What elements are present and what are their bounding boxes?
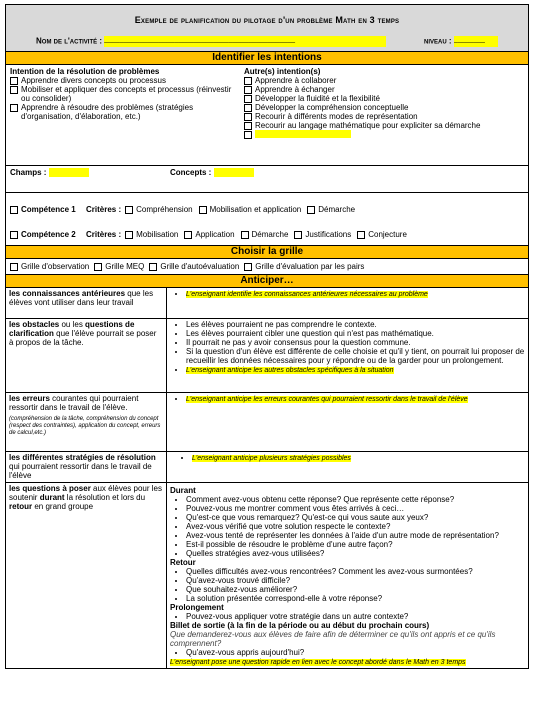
- checkbox-icon[interactable]: [244, 86, 252, 94]
- champs-field[interactable]: [49, 168, 89, 177]
- grille-options: [6, 259, 528, 275]
- criterion-label: Démarche: [318, 205, 356, 214]
- criterion-label: Mobilisation et application: [209, 205, 302, 214]
- option-label: Apprendre à résoudre des problèmes (stratégies d'organisation, d'élaboration, etc.): [21, 103, 194, 121]
- grille-option[interactable]: [244, 262, 364, 271]
- option-label: Développer la fluidité et la flexibilité: [255, 94, 380, 103]
- row-label: les erreurs courantes qui pourraient ressortir dans le travail de l'élève. (compréhension de la tâche, compréhension du concept (respect des contraintes), application du concept, erreurs de calcul,etc.): [6, 393, 167, 452]
- errors-note: (compréhension de la tâche, compréhension du concept (respect des contraintes), application du concept, erreurs de calcul,etc.): [9, 416, 161, 436]
- grille-label: Grille d'observation: [21, 262, 90, 271]
- level-field[interactable]: ________: [454, 36, 498, 47]
- list-item: • Pouvez-vous me montrer comment vous êtes arrivés à ceci…: [186, 504, 525, 513]
- champs-label: Champs :: [10, 168, 47, 177]
- competence-row: [10, 230, 413, 239]
- concepts-label: Concepts :: [170, 168, 212, 177]
- row-content: [167, 483, 529, 669]
- other-intention-option[interactable]: [244, 85, 524, 94]
- table-row: [6, 319, 528, 393]
- criterion[interactable]: [241, 230, 289, 239]
- prolongement-title: Prolongement: [170, 603, 224, 612]
- criterion[interactable]: [184, 230, 234, 239]
- option-label: Apprendre à collaborer: [255, 76, 337, 85]
- criterion[interactable]: [307, 205, 355, 214]
- checkbox-icon[interactable]: [10, 263, 18, 271]
- other-intention-option[interactable]: [244, 94, 524, 103]
- grille-label: Grille d'autoévaluation: [160, 262, 240, 271]
- concepts-field-group: [170, 168, 254, 177]
- criterion[interactable]: [357, 230, 407, 239]
- criterion[interactable]: [125, 230, 178, 239]
- criterion-label: Conjecture: [368, 230, 407, 239]
- level-row: [424, 36, 498, 47]
- criteria-label: Critères :: [86, 205, 122, 214]
- checkbox-icon[interactable]: [307, 206, 315, 214]
- checkbox-icon[interactable]: [244, 104, 252, 112]
- option-label: Recourir à différents modes de représentation: [255, 112, 418, 121]
- planning-sheet: [5, 4, 529, 669]
- list-item: • Quelles difficultés avez-vous rencontrées? Comment les avez-vous surmontées?: [186, 567, 525, 576]
- option-label: Mobiliser et appliquer des concepts et processus (réinvestir ou consolider): [21, 85, 232, 103]
- criterion[interactable]: [125, 205, 192, 214]
- level-label: niveau :: [424, 36, 452, 46]
- checkbox-icon[interactable]: [125, 231, 133, 239]
- checkbox-icon[interactable]: [241, 231, 249, 239]
- list-item: • Les élèves pourraient cibler une question qui n'est pas mathématique.: [186, 329, 525, 338]
- competence-name[interactable]: [10, 230, 86, 239]
- section-grille: Choisir la grille: [6, 246, 528, 259]
- table-row: [6, 288, 528, 319]
- competence-label: Compétence 1: [21, 205, 76, 214]
- intention-option[interactable]: [10, 85, 236, 103]
- row-label: les questions à poser aux élèves pour les soutenir durant la résolution et lors du retour en grand groupe: [6, 483, 167, 669]
- checkbox-icon[interactable]: [244, 131, 252, 139]
- other-intention-custom[interactable]: [244, 130, 524, 139]
- checkbox-icon[interactable]: [294, 231, 302, 239]
- section-anticiper: Anticiper…: [6, 275, 528, 287]
- page-title: Exemple de planification du pilotage d'un problème Math en 3 temps: [134, 15, 400, 25]
- checkbox-icon[interactable]: [10, 206, 18, 214]
- checkbox-icon[interactable]: [184, 231, 192, 239]
- criterion[interactable]: [294, 230, 351, 239]
- highlight-note: L'enseignant anticipe plusieurs stratégies possibles: [192, 455, 351, 462]
- intention-option[interactable]: [10, 76, 236, 85]
- list-item: [186, 365, 525, 375]
- checkbox-icon[interactable]: [10, 86, 18, 94]
- criterion-label: Compréhension: [136, 205, 193, 214]
- champs-field-group: [10, 168, 89, 177]
- list-item: • Qu'avez-vous appris aujourd'hui?: [186, 648, 525, 657]
- row-label: les différentes stratégies de résolution qui pourraient ressortir dans le travail de l'élève: [6, 452, 167, 483]
- custom-intention-field[interactable]: [255, 130, 351, 138]
- intention-right: [240, 65, 528, 165]
- anticiper-table: [6, 287, 528, 668]
- highlight-note: L'enseignant anticipe les autres obstacles spécifiques à la situation: [186, 367, 394, 374]
- table-row: [6, 452, 528, 483]
- durant-title: Durant: [170, 486, 196, 495]
- criterion-label: Mobilisation: [136, 230, 179, 239]
- grille-option[interactable]: [10, 262, 89, 271]
- other-intention-option[interactable]: [244, 112, 524, 121]
- other-intention-option[interactable]: [244, 76, 524, 85]
- section-identifier: Identifier les intentions: [6, 52, 528, 65]
- checkbox-icon[interactable]: [10, 231, 18, 239]
- row-label: les obstacles ou les questions de clarification que l'élève pourrait se poser à propos de la tâche.: [6, 319, 167, 393]
- grille-label: Grille d'évaluation par les pairs: [255, 262, 365, 271]
- list-item: • Quelles stratégies avez-vous utilisées?: [186, 549, 525, 558]
- row-content: [167, 319, 529, 393]
- intentions-block: [6, 65, 528, 166]
- list-item: • Qu'est-ce que vous remarquez? Qu'est-ce qui vous saute aux yeux?: [186, 513, 525, 522]
- activity-field[interactable]: _________________________________________________: [104, 36, 386, 47]
- highlight-note: L'enseignant pose une question rapide en lien avec le concept abordé dans le Math en 3 temps: [170, 659, 466, 666]
- list-item: • Qu'avez-vous trouvé difficile?: [186, 576, 525, 585]
- list-item: • Il pourrait ne pas y avoir consensus pour la question commune.: [186, 338, 525, 347]
- criterion-label: Justifications: [305, 230, 352, 239]
- billet-text: Que demanderez-vous aux élèves de faire afin de déterminer ce qu'ils ont appris et ce qu'ils comprennent?: [170, 630, 496, 648]
- grille-label: Grille MEQ: [105, 262, 145, 271]
- table-row: [6, 393, 528, 452]
- title-box: [6, 5, 528, 52]
- list-item: • Si la question d'un élève est différente de celle choisie et qu'il y tient, on pourrait lui proposer de recueillir les données nécessaires pour y répondre ou de la garder pour un prolongement.: [186, 347, 525, 365]
- concepts-field[interactable]: [214, 168, 254, 177]
- checkbox-icon[interactable]: [244, 113, 252, 121]
- row-content: [167, 393, 529, 452]
- other-intention-option[interactable]: [244, 103, 524, 112]
- checkbox-icon[interactable]: [10, 104, 18, 112]
- list-item: • La solution présentée correspond-elle à votre réponse?: [186, 594, 525, 603]
- option-label: Développer la compréhension conceptuelle: [255, 103, 409, 112]
- intention-right-title: Autre(s) intention(s): [244, 67, 321, 76]
- option-label: Apprendre divers concepts ou processus: [21, 76, 166, 85]
- competence-name[interactable]: [10, 205, 86, 214]
- option-label: Apprendre à échanger: [255, 85, 335, 94]
- competence-label: Compétence 2: [21, 230, 76, 239]
- checkbox-icon[interactable]: [94, 263, 102, 271]
- checkbox-icon[interactable]: [244, 263, 252, 271]
- list-item: • Avez-vous vérifié que votre solution respecte le contexte?: [186, 522, 525, 531]
- list-item: • Avez-vous tenté de représenter les données à l'aide d'un autre mode de représentation?: [186, 531, 525, 540]
- list-item: • Pouvez-vous appliquer votre stratégie dans un autre contexte?: [186, 612, 525, 621]
- competence-row: [10, 205, 361, 214]
- other-intention-option[interactable]: [244, 121, 524, 130]
- checkbox-icon[interactable]: [125, 206, 133, 214]
- grille-option[interactable]: [94, 262, 144, 271]
- retour-title: Retour: [170, 558, 196, 567]
- list-item: • Les élèves pourraient ne pas comprendre le contexte.: [186, 320, 525, 329]
- option-label: Recourir au langage mathématique pour expliciter sa démarche: [255, 121, 481, 130]
- intention-left-title: Intention de la résolution de problèmes: [10, 67, 160, 76]
- activity-label: Nom de l'activité :: [36, 36, 103, 46]
- billet-title: Billet de sortie (à la fin de la période ou au début du prochain cours): [170, 621, 430, 630]
- row-content: [167, 288, 529, 319]
- list-item: • Que souhaitez-vous améliorer?: [186, 585, 525, 594]
- checkbox-icon[interactable]: [244, 95, 252, 103]
- row-label: les connaissances antérieures que les élèves vont utiliser dans leur travail: [6, 288, 167, 319]
- highlight-note: L'enseignant identifie les connaissances antérieures nécessaires au problème: [186, 291, 428, 298]
- highlight-note: L'enseignant anticipe les erreurs courantes qui pourraient ressortir dans le travail de l'élève: [186, 396, 468, 403]
- grille-option[interactable]: [149, 262, 239, 271]
- criterion-label: Application: [195, 230, 235, 239]
- checkbox-icon[interactable]: [149, 263, 157, 271]
- criterion[interactable]: [199, 205, 302, 214]
- row-content: [167, 452, 529, 483]
- criterion-label: Démarche: [251, 230, 289, 239]
- checkbox-icon[interactable]: [199, 206, 207, 214]
- activity-row: [36, 36, 386, 47]
- intention-option[interactable]: [10, 103, 236, 121]
- intention-left: [6, 65, 240, 165]
- criteria-label: Critères :: [86, 230, 122, 239]
- champs-row: [6, 166, 528, 193]
- table-row: [6, 483, 528, 669]
- checkbox-icon[interactable]: [10, 77, 18, 85]
- checkbox-icon[interactable]: [357, 231, 365, 239]
- competences-block: [6, 193, 528, 246]
- list-item: • Est-il possible de résoudre le problème d'une autre façon?: [186, 540, 525, 549]
- checkbox-icon[interactable]: [244, 77, 252, 85]
- checkbox-icon[interactable]: [244, 122, 252, 130]
- list-item: • Comment avez-vous obtenu cette réponse? Que représente cette réponse?: [186, 495, 525, 504]
